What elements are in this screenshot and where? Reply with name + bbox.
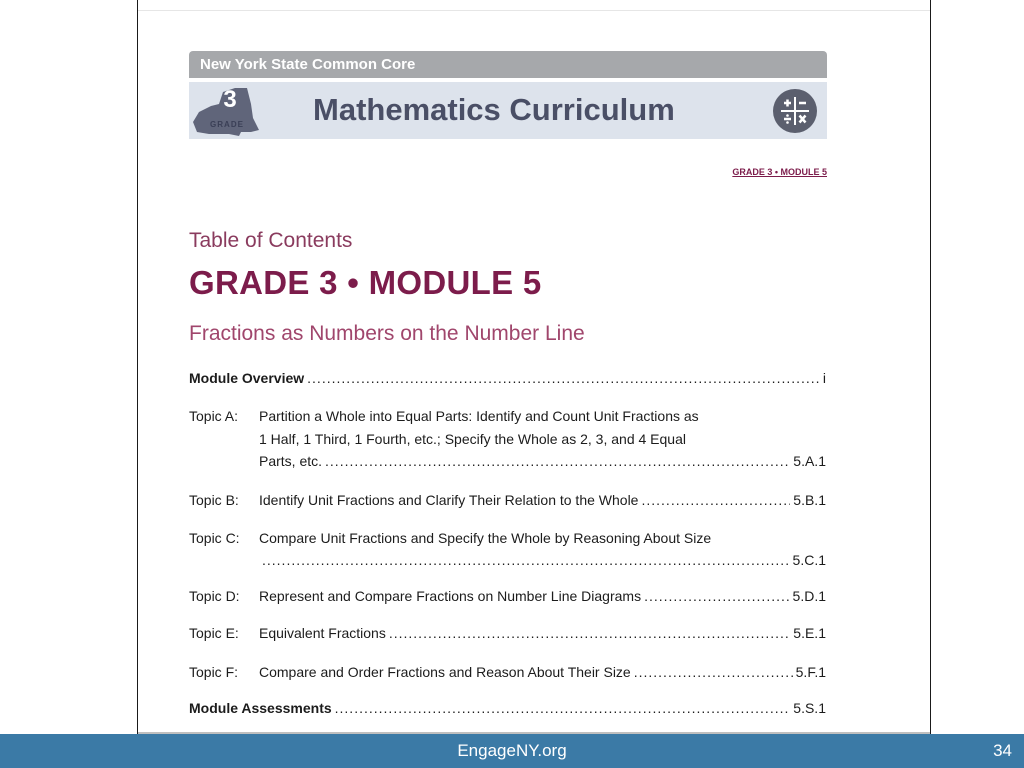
toc-entry-module-overview <box>189 370 826 386</box>
grade-module-reference: GRADE 3 • MODULE 5 <box>732 167 827 177</box>
toc-entry-page: i <box>822 370 826 386</box>
toc-entry-page: 5.A.1 <box>793 453 826 469</box>
toc-entry-module-assessments <box>189 700 826 716</box>
toc-entry-key: Topic F: <box>189 664 239 680</box>
toc-entry-topic-d <box>189 588 826 604</box>
toc-entry-key: Topic D: <box>189 588 240 604</box>
slide-number: 34 <box>993 741 1012 760</box>
toc-entry-page: 5.C.1 <box>792 552 826 568</box>
toc-entry-text: Identify Unit Fractions and Clarify Their Relation to the Whole <box>259 492 639 508</box>
toc-leader-dots <box>325 453 790 469</box>
toc-leader-dots <box>262 552 790 568</box>
toc-entry-topic-a-last-line <box>259 453 826 469</box>
toc-entry-text-line-2: 1 Half, 1 Third, 1 Fourth, etc.; Specify the Whole as 2, 3, and 4 Equal <box>259 431 686 447</box>
slide-footer <box>0 734 1024 768</box>
toc-leader-dots <box>389 625 790 641</box>
grade-number: 3 <box>223 86 237 113</box>
toc-entry-text: Compare Unit Fractions and Specify the Whole by Reasoning About Size <box>259 530 712 546</box>
toc-entry-topic-a <box>189 408 826 424</box>
state-header-bar: New York State Common Core <box>189 51 827 78</box>
math-operations-icon <box>772 88 818 134</box>
toc-entry-topic-e <box>189 625 826 641</box>
toc-leader-dots <box>641 492 790 508</box>
curriculum-title: Mathematics Curriculum <box>313 92 675 127</box>
toc-entry-key: Topic E: <box>189 625 239 641</box>
grade-label: GRADE <box>210 120 244 129</box>
toc-entry-page: 5.S.1 <box>793 700 826 716</box>
toc-entry-topic-c <box>189 530 826 546</box>
toc-entry-key: Topic C: <box>189 530 240 546</box>
toc-leader-dots <box>634 664 793 680</box>
toc-label: Table of Contents <box>189 229 353 252</box>
page-top-rule <box>138 10 930 11</box>
module-title: GRADE 3 • MODULE 5 <box>189 264 542 301</box>
toc-entry-topic-b <box>189 492 826 508</box>
toc-entry-page: 5.F.1 <box>795 664 826 680</box>
toc-entry-page: 5.E.1 <box>793 625 826 641</box>
toc-entry-text: Represent and Compare Fractions on Number Line Diagrams <box>259 588 642 604</box>
toc-entry-text: Equivalent Fractions <box>259 625 386 641</box>
toc-entry-key: Module Assessments <box>189 700 332 716</box>
footer-site: EngageNY.org <box>457 741 567 760</box>
curriculum-banner <box>189 82 827 139</box>
toc-entry-key: Module Overview <box>189 370 305 386</box>
toc-entry-text-line-1: Partition a Whole into Equal Parts: Identify and Count Unit Fractions as <box>259 408 699 424</box>
module-subtitle: Fractions as Numbers on the Number Line <box>189 322 585 345</box>
toc-entry-topic-f <box>189 664 826 680</box>
toc-entry-page: 5.B.1 <box>793 492 826 508</box>
toc-entry-text: Compare and Order Fractions and Reason About Their Size <box>259 664 631 680</box>
toc-entry-page: 5.D.1 <box>792 588 826 604</box>
toc-leader-dots <box>307 370 820 386</box>
toc-entry-text-line-3: Parts, etc. <box>259 453 323 469</box>
toc-entry-key: Topic B: <box>189 492 239 508</box>
toc-entry-key: Topic A: <box>189 408 239 424</box>
toc-entry-topic-c-leader <box>259 552 826 568</box>
toc-leader-dots <box>644 588 789 604</box>
toc-leader-dots <box>335 700 791 716</box>
